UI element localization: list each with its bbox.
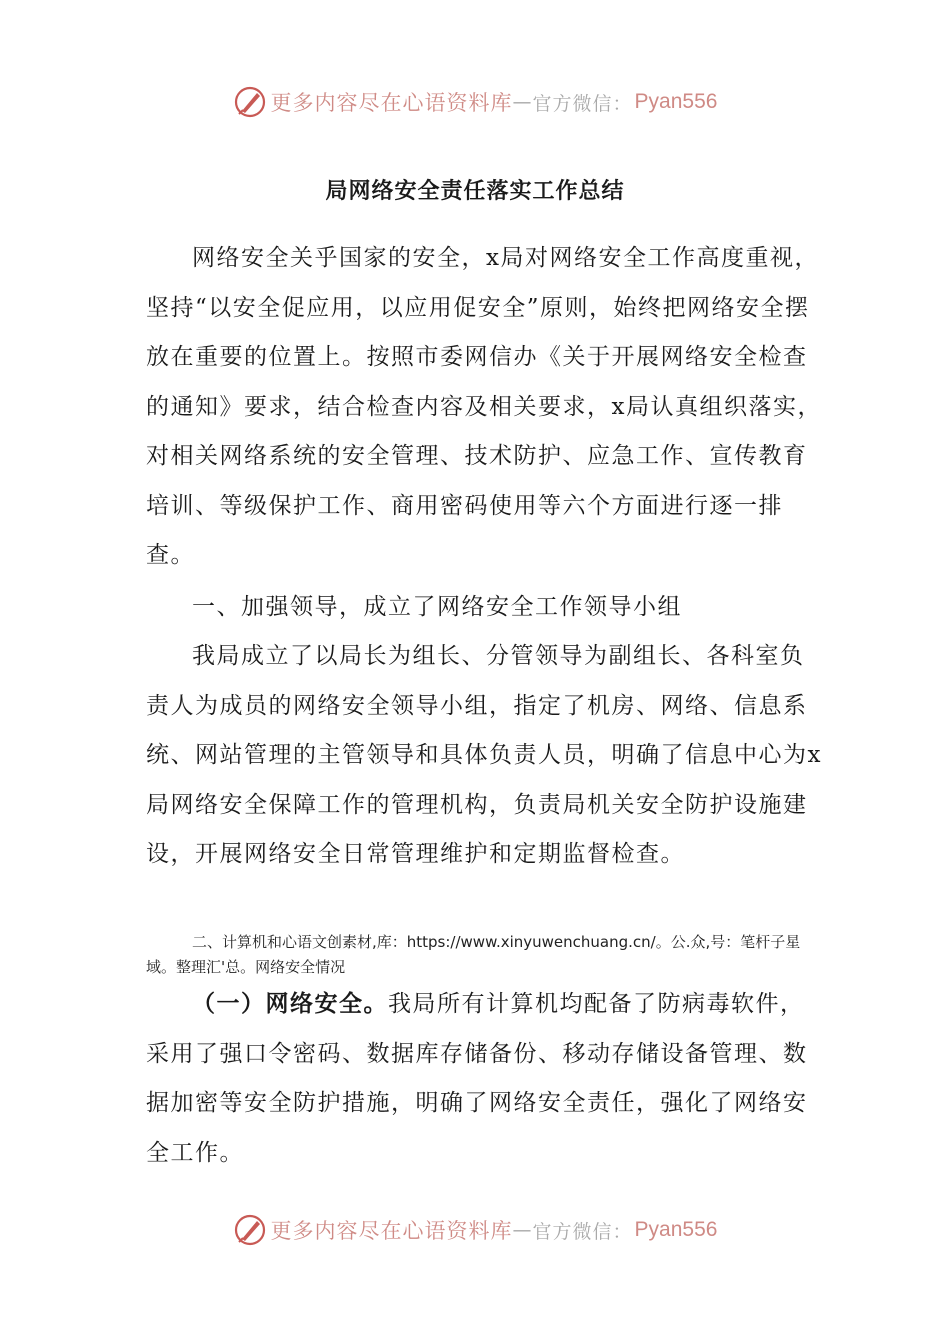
banner-separator: —: [512, 91, 533, 113]
banner-separator: —: [512, 1219, 533, 1241]
header-banner: [0, 82, 950, 122]
footer-banner: [0, 1210, 950, 1250]
section1-heading-block: [146, 583, 826, 633]
banner-brand-text: 更多内容尽在心语资料库: [270, 91, 513, 115]
intro-text: 网络安全关乎国家的安全，x局对网络安全工作高度重视，坚持“以安全促应用，以应用促安全”原则，始终把网络安全摆放在重要的位置上。按照市委网信办《关于开展网络安全检查的通知》要求，结合检查内容及相关要求，x局认真组织落实，对相关网络系统的安全管理、技术防护、应急工作、宣传教育培训、等级保护工作、商用密码使用等六个方面进行逐一排查。: [146, 245, 822, 568]
section2-heading: 二、计算机和心语文创素材,库：https://www.xinyuwenchuang.cn/。公.众,号：笔杆子星域。整理汇'总。网络安全情况: [146, 933, 801, 976]
pen-logo-icon: [233, 1213, 267, 1247]
intro-paragraph: [146, 234, 826, 581]
subsection1-text: [146, 980, 826, 1178]
section1-body: 我局成立了以局长为组长、分管领导为副组长、各科室负责人为成员的网络安全领导小组，指定了机房、网络、信息系统、网站管理的主管领导和具体负责人员，明确了信息中心为x局网络安全保障工作的管理机构，负责局机关安全防护设施建设，开展网络安全日常管理维护和定期监督检查。: [146, 643, 822, 867]
banner-wechat-id: Pyan556: [634, 90, 718, 113]
banner-contact-label: 官方微信：: [532, 92, 633, 115]
subsection1-lead: （一）网络安全。: [192, 991, 388, 1017]
section1-paragraph: [146, 632, 826, 880]
subsection1-paragraph: [146, 980, 826, 1178]
banner-wechat-id: Pyan556: [634, 1218, 718, 1241]
banner-brand-text: 更多内容尽在心语资料库: [270, 1219, 513, 1243]
document-title: 局网络安全责任落实工作总结: [325, 179, 625, 204]
banner-contact-label: 官方微信：: [532, 1220, 633, 1243]
section1-heading: 一、加强领导，成立了网络安全工作领导小组: [192, 594, 682, 620]
pen-logo-icon: [233, 85, 267, 119]
subsection1-body: 我局所有计算机均配备了防病毒软件，采用了强口令密码、数据库存储备份、移动存储设备管理、数据加密等安全防护措施，明确了网络安全责任，强化了网络安全工作。: [146, 991, 808, 1166]
